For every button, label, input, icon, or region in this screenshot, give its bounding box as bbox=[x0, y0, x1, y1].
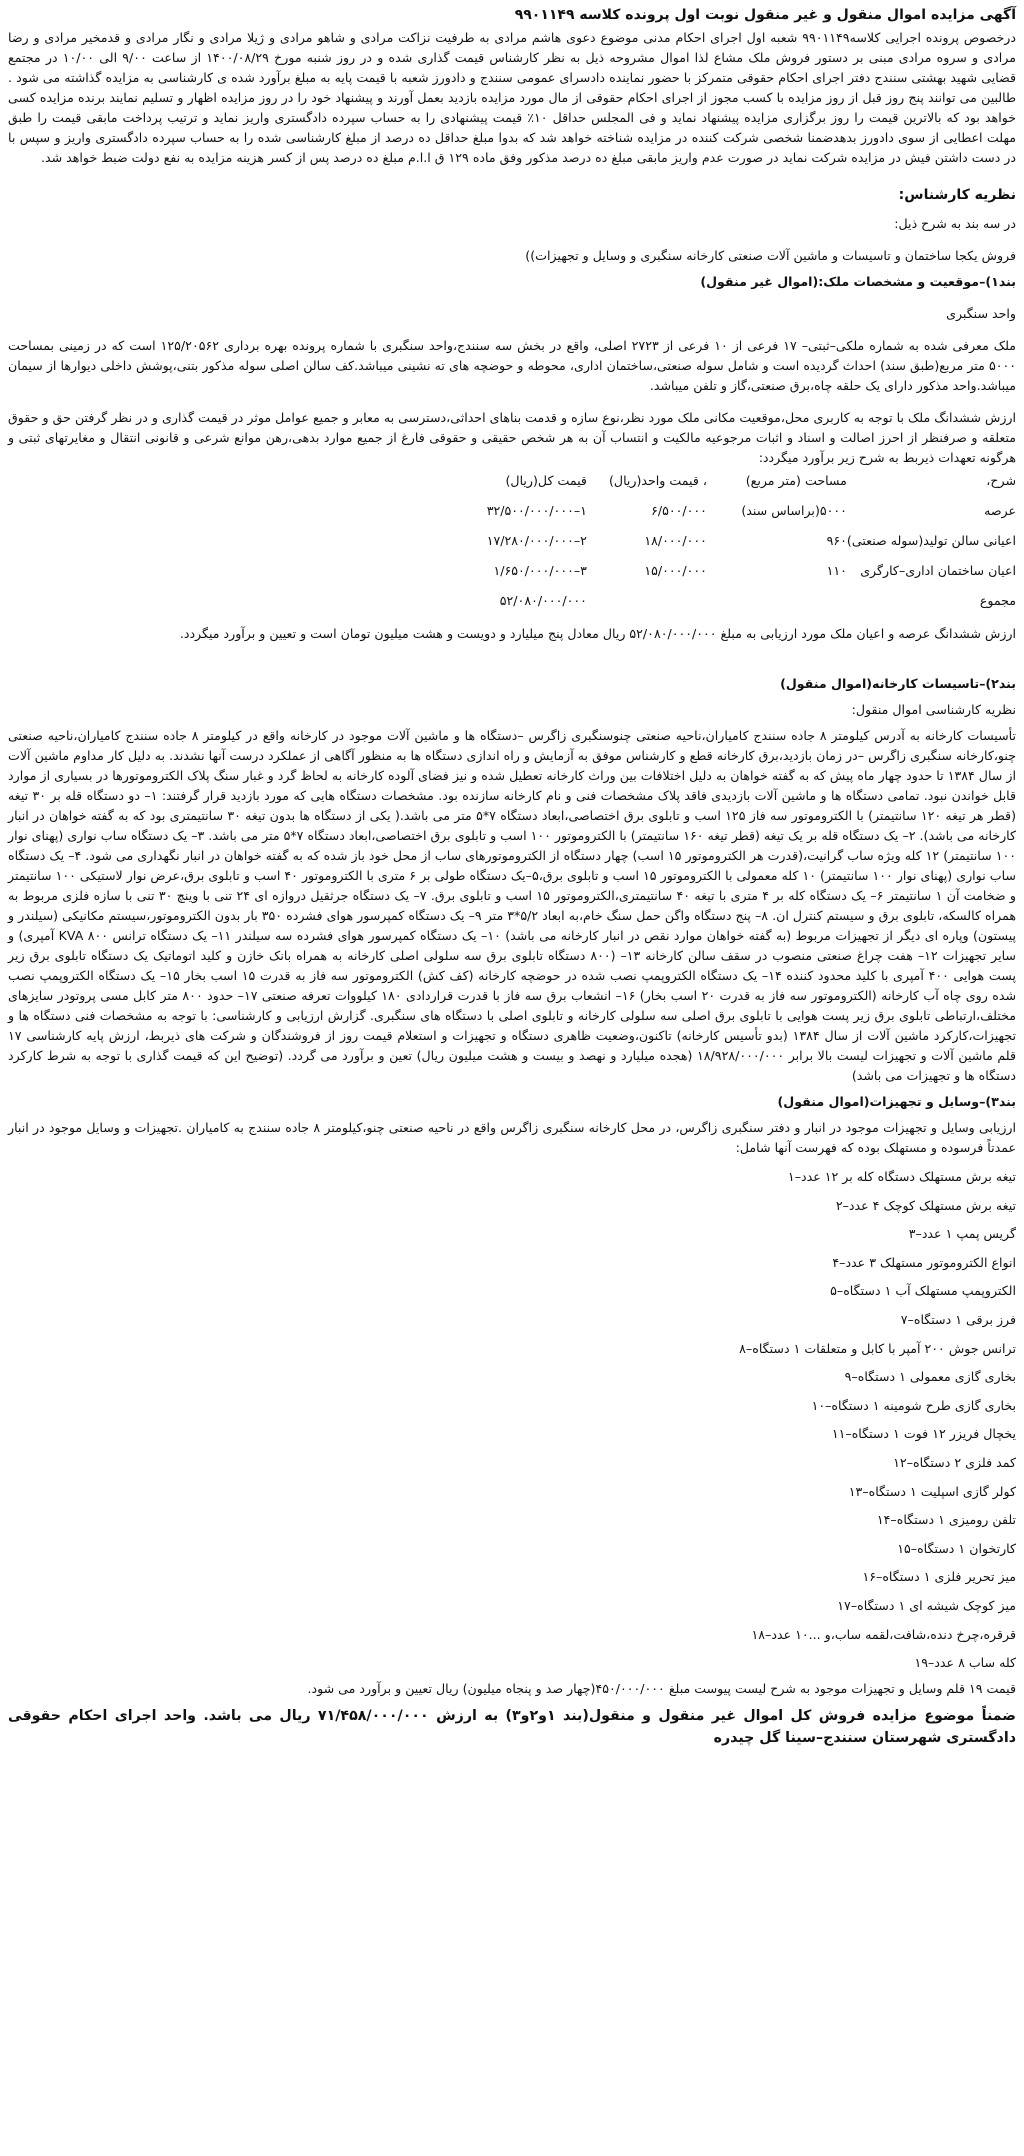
table-cell: ۳–۱/۶۵۰/۰۰۰/۰۰۰ bbox=[493, 563, 587, 578]
list-item: فرز برقی ۱ دستگاه–۷ bbox=[900, 1311, 1016, 1327]
band2-description: تأسیسات کارخانه به آدرس کیلومتر ۸ جاده سنندج کامیاران،ناحیه صنعتی چنوسنگبری زاگرس –دستگاه ها و ماشین آلات موجود در کارخانه واقع در کیلومتر ۸ جاده سنندج کامیاران،ناحیه صنعتی چنو،کارخانه سنگبری زاگرس –در زمان بازدید،برق کارخانه قطع و کارشناس موفق به آزمایش و راه اندازی دستگاه ها به منظور آگاهی از عملکرد درست آنها نشدند. به دلیل کار مداوم ماشین آلات از سال ۱۳۸۴ تا حدود چهار ماه پیش که به گفته خواهان به دلیل اختلافات بین وراث کارخانه تعطیل شده و نیز فضای آلوده کارخانه به لحاظ گرد و غبار سنگ پلاک الکتروموتورها در بسیاری از موارد قابل خواندن نبود. تمامی دستگاه ها و ماشین آلات بازدیدی فاقد پلاک مشخصات فنی و نام کارخانه سازنده بود. مشخصات دستگاه هایی که مورد بازدید قرار گرفتند: ۱– دو دستگاه قله بر ۳۰ تیغه (قطر هر تیغه ۱۲۰ سانتیمتر) با الکتروموتور سه فاز ۱۲۵ اسب و تابلوی برق اختصاصی،ابعاد دستگاه ۷*۵ متر می باشد.( یکی از دستگاه ها بدون تیغه ۳۰ سانتیمتری بود که به گفته خواهان در انبار کارخانه می باشد). ۲– یک دستگاه قله بر یک تیغه (قطر تیغه ۱۶۰ سانتیمتر) با الکتروموتور ۱۰۰ اسب و تابلوی برق اختصاصی،ابعاد دستگاه ۷*۵ متر می باشد. ۳– یک دستگاه ساب نواری (پهنای نوار ۱۰۰ سانتیمتر) ۱۲ کله ویژه ساب گرانیت،(قدرت هر الکتروموتور ۱۵ اسب) چهار دستگاه از الکتروموتورهای ساب از محل خود باز شده که به گفته خواهان در انبار نگهداری می شود. ۴– یک دستگاه ساب نواری (پهنای نوار ۱۰۰ سانتیمتر) ۱۰ کله معمولی با الکتروموتور ۱۵ اسب و تابلوی برق،۵–یک دستگاه طولی بر ۶ متری با الکتروموتور ۴۰ اسب و تابلوی برق،عرض نوار لاستیکی ۱۰۰ سانتیمتر و ضخامت آن ۱ سانتیمتر ۶– یک دستگاه کله بر ۴ متری با تیغه ۴۰ سانتیمتری،الکتروموتور ۱۵ اسب و تابلوی برق. ۷– یک دستگاه جرثقیل دروازه ای ۲۴ تنی با وینچ ۳۰ تنی با سازه فلزی مربوط به همراه کالسکه، تابلوی برق و سیستم کنترل ان. ۸– پنج دستگاه واگن حمل سنگ خام،به ابعاد ۵/۲*۳ متر ۹– یک دستگاه کمپرسور هوای فشرده ۳۵۰ بار بدون الکتروموتور،سیستم مکانیکی (سیلندر و پیستون) وپاره ای دیگر از تجهیزات مربوط (به گفته خواهان موارد نقص در انبار کارخانه می باشد) ۱۰– یک دستگاه کمپرسور هوای فشرده سه سیلندر ۱۱– یک دستگاه ترانس ۸۰۰ KVA آمپری) و سایر تجهیزات ۱۲– هفت چراغ صنعتی منصوب در سقف سالن کارخانه ۱۳– (۸۰۰ دستگاه تابلوی برق سه سلولی اصلی کارخانه به همراه بانک خازن و کلید اتوماتیک یک دستگاه تابلوی برق زیر پست هوایی ۴۰۰ آمپری با کلید محدود کننده ۱۴– یک دستگاه الکتروپمپ نصب شده در حوضچه کارخانه (کف کش) الکتروموتور سه فاز به قدرت ۱۵ اسب بخار ۱۵– یک دستگاه الکتروپمپ نصب شده روی چاه آب کارخانه (الکتروموتور سه فاز به قدرت ۲۰ اسب بخار) ۱۶– انشعاب برق سه فاز با قدرت قراردادی ۱۸۰ کیلووات تعرفه صنعتی ۱۷– حدود ۸۰۰ متر کابل مسی پروتودر سایزهای مختلف،ارتباطی تابلوی برق زیر پست هوایی با تابلوی برق اصلی سه سلولی کارخانه و تابلوی اصلی با دستگاه های سنگبری. گزارش ارزیابی و کارشناسی: با توجه به مشخصات فنی دستگاه ها و تجهیزات،کارکرد ماشین آلات از سال ۱۳۸۴ (بدو تأسیس کارخانه) تاکنون،وضعیت ظاهری دستگاه و تجهیزات و استعلام قیمت روز از فروشندگان و شرکت های ذیربط، ارزش پایه کارشناسی ۱۷ قلم ماشین آلات و تجهیزات لیست بالا برابر ۱۸/۹۲۸/۰۰۰/۰۰۰ (هجده میلیارد و نهصد و بیست و هشت میلیون ریال) تعین و برآورد می گردد. (توضیح این که قیمت گذاری با توجه به شرط کارکرد دستگاه ها و تجهیزات می باشد) bbox=[8, 728, 1017, 1083]
table-header: شرح، bbox=[986, 473, 1016, 488]
band1-unit: واحد سنگبری bbox=[946, 306, 1016, 321]
list-item: تیغه برش مستهلک دستگاه کله بر ۱۲ عدد–۱ bbox=[787, 1169, 1016, 1184]
table-cell: ۶/۵۰۰/۰۰۰ bbox=[651, 503, 707, 518]
table-header: ، قیمت واحد(ریال) bbox=[609, 473, 707, 488]
table-cell: اعیان ساختمان اداری–کارگری bbox=[860, 563, 1016, 578]
table-cell: اعیانی سالن تولید(سوله صنعتی) bbox=[846, 533, 1016, 548]
list-item: کله ساب ۸ عدد–۱۹ bbox=[914, 1655, 1016, 1671]
table-header: مساحت (متر مربع) bbox=[745, 473, 847, 488]
band3-total: قیمت ۱۹ قلم وسایل و تجهیزات موجود به شرح لیست پیوست مبلغ ۴۵۰/۰۰۰/۰۰۰(چهار صد و پنجاه میلیون) ریال تعیین و برآورد می شود. bbox=[307, 1680, 1016, 1696]
list-item: ترانس جوش ۲۰۰ آمپر با کابل و متعلقات ۱ دستگاه–۸ bbox=[739, 1340, 1016, 1356]
list-item: بخاری گازی معمولی ۱ دستگاه–۹ bbox=[844, 1369, 1016, 1385]
valuation-table bbox=[407, 470, 1016, 620]
band2-heading: بند۲)–تاسیسات کارخانه(اموال منقول) bbox=[780, 676, 1016, 691]
list-item: میز تحریر فلزی ۱ دستگاه–۱۶ bbox=[862, 1569, 1016, 1585]
table-cell: مجموع bbox=[979, 593, 1016, 608]
table-header-row bbox=[407, 470, 1016, 500]
band1-heading: بند۱)–موقعیت و مشخصات ملک:(اموال غیر منقول) bbox=[700, 274, 1016, 289]
table-cell: ۱۸/۰۰۰/۰۰۰ bbox=[644, 533, 707, 548]
band1-valuation: ارزش ششدانگ ملک با توجه به کاربری محل،موقعیت مکانی ملک مورد نظر،نوع سازه و قدمت بناهای احداثی،دسترسی به معابر و جمیع عوامل موثر در قیمت گذاری و در نظر گرفتن حق و حقوق متعلقه و صرفنظر از احرز اصالت و اسناد و اثبات مرجوعیه مالکیت و انتساب آن به هر شخص حقیقی و حقوقی فارغ از جمیع موارد بدهی،رهن موانع شرعی و قانونی انتقال و مغایرتهای ثبتی و هرگونه تعهدات ذیربط به شرح زیر برآورد میگردد: bbox=[8, 410, 1016, 465]
table-row bbox=[407, 500, 1016, 530]
list-item: یخچال فریزر ۱۲ فوت ۱ دستگاه–۱۱ bbox=[831, 1426, 1016, 1442]
equipment-list bbox=[8, 1164, 1016, 1676]
list-item: گریس پمپ ۱ عدد–۳ bbox=[908, 1226, 1016, 1242]
band2-subheading: نظریه کارشناسی اموال منقول: bbox=[851, 702, 1016, 717]
table-cell: ۱۱۰ bbox=[826, 563, 847, 578]
list-item: میز کوچک شیشه ای ۱ دستگاه–۱۷ bbox=[837, 1597, 1016, 1613]
list-item: کولر گازی اسپلیت ۱ دستگاه–۱۳ bbox=[848, 1483, 1016, 1499]
list-item: انواع الکتروموتور مستهلک ۳ عدد–۴ bbox=[832, 1254, 1016, 1270]
list-item: بخاری گازی طرح شومینه ۱ دستگاه–۱۰ bbox=[811, 1397, 1016, 1413]
band1-total: ارزش ششدانگ عرصه و اعیان ملک مورد ارزیابی به مبلغ ۵۲/۰۸۰/۰۰۰/۰۰۰ ریال معادل پنج میلیارد و دویست و هشت میلیون تومان است و تعیین و برآورد میگردد. bbox=[179, 626, 1016, 641]
band3-heading: بند۳)–وسایل و تجهیزات(اموال منقول) bbox=[777, 1094, 1016, 1109]
band1-description: ملک معرفی شده به شماره ملکی–ثبتی– ۱۷ فرعی از ۱۰ فرعی از ۲۷۲۳ اصلی، واقع در بخش سه سنندج،واحد سنگبری با شماره پرونده بهره برداری ۱۲۵/۲۰۵۶۲ است که در زمینی بمساحت ۵۰۰۰ متر مربع(طبق سند) احداث گردیده است و شامل سوله صنعتی،ساختمان اداری، محوطه و حوضچه های ته نشینی میباشد.کف سالن اصلی سوله مذکور بتنی،پوشش داخلی دیوارها از سیمان میباشد.واحد مذکور دارای یک حلقه چاه،برق صنعتی،گاز و تلفن میباشد. bbox=[8, 338, 1016, 393]
notice-title: آگهی مزایده اموال منقول و غیر منقول نوبت اول پرونده کلاسه ۹۹۰۱۱۴۹ bbox=[514, 7, 1016, 23]
band3-description: ارزیابی وسایل و تجهیزات موجود در انبار و دفتر سنگبری زاگرس، در محل کارخانه سنگبری زاگرس واقع در ناحیه صنعتی چنو،کیلومتر ۸ جاده سنندج به کامیاران .تجهیزات و وسایل موجود در انبار عمدتاً فرسوده و مستهلک بوده که فهرست آنها شامل: bbox=[8, 1120, 1016, 1155]
table-cell: ۵۰۰۰(براساس سند) bbox=[741, 503, 847, 518]
table-cell: عرصه bbox=[984, 503, 1016, 518]
expert-heading: نظریه کارشناس: bbox=[898, 187, 1016, 203]
table-cell: ۹۶۰ bbox=[826, 533, 847, 548]
list-item: کمد فلزی ۲ دستگاه–۱۲ bbox=[893, 1454, 1016, 1470]
table-total-row bbox=[407, 590, 1016, 620]
sale-description: فروش یکجا ساختمان و تاسیسات و ماشین آلات صنعتی کارخانه سنگبری و وسایل و تجهیزات)) bbox=[525, 248, 1016, 263]
list-item: کارتخوان ۱ دستگاه–۱۵ bbox=[897, 1540, 1016, 1556]
table-header: قیمت کل(ریال) bbox=[505, 473, 587, 488]
table-cell: ۱۵/۰۰۰/۰۰۰ bbox=[644, 563, 707, 578]
final-note: ضمناً موضوع مزایده فروش کل اموال غیر منقول و منقول(بند ۱و۲و۳) به ارزش ۷۱/۴۵۸/۰۰۰/۰۰۰ ریال می باشد. واحد اجرای احکام حقوقی دادگستری شهرستان سنندج–سینا گل چیدره bbox=[8, 1707, 1016, 1746]
table-cell: ۲–۱۷/۲۸۰/۰۰۰/۰۰۰ bbox=[486, 533, 587, 548]
table-cell bbox=[707, 590, 847, 620]
list-item: قرقره،چرخ دنده،شافت،لقمه ساب،و ...۱۰ عدد–۱۸ bbox=[751, 1626, 1016, 1642]
intro-paragraph: درخصوص پرونده اجرایی کلاسه۹۹۰۱۱۴۹ شعبه اول اجرای احکام مدنی موضوع دعوی هاشم مرادی به طرفیت نزاکت مرادی و شاهو مرادی و ژیلا مرادی و نگار مرادی و قدمخیر مرادی و رضا مرادی و سروه مرادی مبنی بر دستور فروش ملک مشاع لذا اموال مشروحه ذیل به نظر کارشناس قیمت گذاری شده و در روز شنبه مورخ ۱۴۰۰/۰۸/۲۹ از ساعت ۹/۰۰ الی ۱۰/۰۰ در مجتمع قضایی شهید بهشتی سنندج دفتر اجرای احکام حقوقی متمرکز با حضور نماینده دادسرای عمومی سنندج و دادورز شعبه با قیمت پایه به مبلغ برآورد شده ی کارشناسی به مزایده گذاشته می شود . طالبین می توانند پنج روز قبل از روز مزایده با کسب مجوز از اجرای احکام حقوقی از مال مورد مزایده بازدید بعمل آورند و پیشنهاد خود را در روز مزایده اظهار و تسلیم نمایند برنده مزایده کسی خواهد بود که بالاترین قیمت را روز برگزاری مزایده پیشنهاد نماید و فی المجلس حداقل ۱۰٪ قیمت پیشنهادی را به حساب سپرده دادگستری واریز نماید و ترتیب پرداخت مابقی قیمت را طبق مهلت اعطایی از سوی دادورز بدهدضمنا شخصی شرکت کننده در مزایده شناخته خواهد شد که بدوا مبلغ حداقل ده درصد از مبلغ کارشناسی شده را به حساب سپرده دادگستری واریز و سپس با در دست داشتن فیش در مزایده شرکت نماید در صورت عدم واریز مابقی مبلغ ده درصد مذکور وفق ماده ۱۲۹ ق ا.ا.م مبلغ ده درصد پس از کسر هزینه مزایده به نفع دولت ضبط خواهد شد. bbox=[8, 30, 1017, 165]
list-item: تیغه برش مستهلک کوچک ۴ عدد–۲ bbox=[835, 1197, 1016, 1213]
table-cell: ۱–۳۲/۵۰۰/۰۰۰/۰۰۰ bbox=[486, 503, 587, 518]
table-cell: ۵۲/۰۸۰/۰۰۰/۰۰۰ bbox=[499, 593, 587, 608]
list-item: تلفن رومیزی ۱ دستگاه–۱۴ bbox=[876, 1512, 1016, 1528]
table-row bbox=[407, 560, 1016, 590]
table-row bbox=[407, 530, 1016, 560]
list-item: الکتروپمپ مستهلک آب ۱ دستگاه–۵ bbox=[830, 1283, 1016, 1299]
table-cell bbox=[587, 590, 707, 620]
three-parts-line: در سه بند به شرح ذیل: bbox=[894, 216, 1016, 231]
